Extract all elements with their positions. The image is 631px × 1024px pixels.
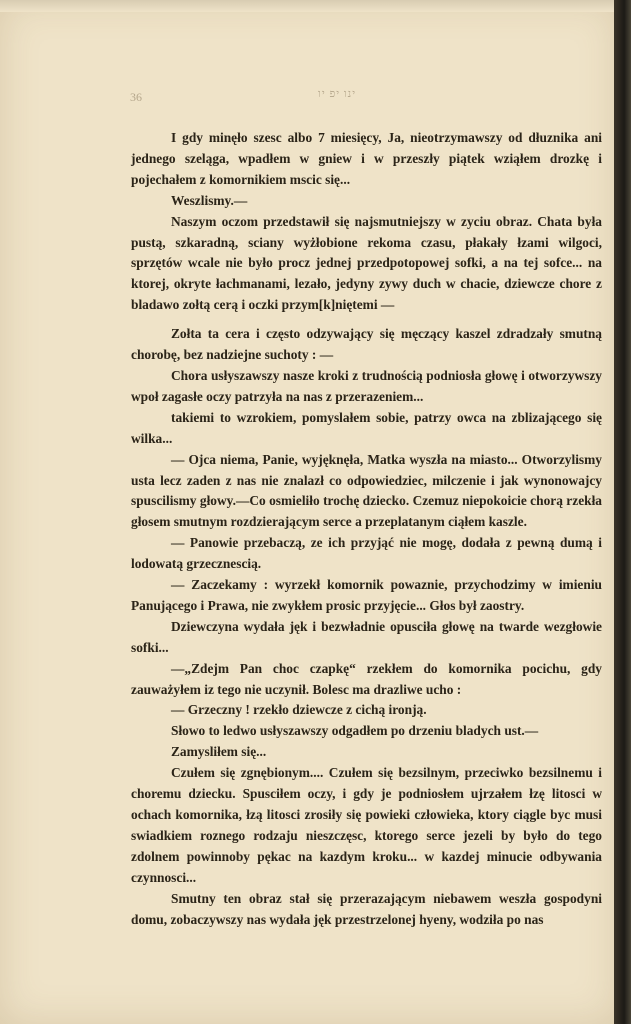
paragraph: Dziewczyna wydała jęk i bezwładnie opusciła głowę na twarde wezgłowie sofki... — [131, 618, 602, 655]
paragraph: Zamysliłem się... — [171, 744, 267, 760]
paragraph: Zołta ta cera i często odzywający się męczący kaszel zdradzały smutną chorobę, bez nadziejne suchoty : — — [131, 326, 602, 363]
paragraph: I gdy minęło szesc albo 7 miesięcy, Ja, nieotrzymawszy od dłuznika ani jednego szeląga, wpadłem w gniew i w przeszły piątek wziąłem drozkę i pojechałem z komornikiem mscic się... — [131, 130, 602, 187]
paragraph: —„Zdejm Pan choc czapkę“ rzekłem do komornika pocichu, gdy zauważyłem iz tego nie uczynił. Bolesc ma drazliwe ucho : — [131, 660, 602, 697]
page-top-shade — [0, 0, 631, 12]
paragraph: Smutny ten obraz stał się przerazającym niebawem weszła gospodyni domu, zobaczywszy nas wydała jęk przestrzelonej hyeny, wodziła po nas — [131, 890, 602, 927]
paragraph: Naszym oczom przedstawił się najsmutniejszy w zyciu obraz. Chata była pustą, szkaradną, sciany wyżłobione rekoma czasu, płakały łzami wilgoci, sprzętów wcale nie było procz jednej przedpotopowej sofki, a na tej sofce... na ktorej, okryte łachmanami, lezało, jedyny zywy duch w chacie, dziewcze chore z bladawo zołtą cerą i oczki przym[k]niętemi — — [131, 213, 602, 313]
paragraph: Słowo to ledwo usłyszawszy odgadłem po drzeniu bladych ust.— — [171, 723, 539, 739]
paragraph: Chora usłyszawszy nasze kroki z trudnością podniosła głowę i otworzywszy wpoł zagasłe oczy patrzyła na nas z przerazeniem... — [131, 367, 602, 404]
paragraph: Weszlismy.— — [171, 192, 248, 208]
body-text — [131, 128, 602, 930]
paragraph: — Zaczekamy : wyrzekł komornik powaznie, przychodzimy w imieniu Panującego i Prawa, nie zwykłem prosic przyjęcie... Głos był zaostry. — [131, 577, 602, 613]
paragraph: — Grzeczny ! rzekło dziewcze z cichą ironją. — [171, 702, 427, 718]
page-edge-shadow — [614, 0, 631, 1024]
paragraph: — Panowie przebaczą, ze ich przyjąć nie mogę, dodała z pewną dumą i lodowatą grzecznescią. — [131, 535, 602, 572]
paragraph: Czułem się zgnębionym.... Czułem się bezsilnym, przeciwko bezsilnemu i choremu dziecku. Spusciłem oczy, i gdy je podniosłem ujrzałem łzę litosci w ochach komornika, łzą litosci zrosiły się powieki człowieka, ktory ciągle byc musi swiadkiem roznego rodzaju nieszczęsc, ktorego serce jezeli by było do tego zdolnem powinnoby pękac na kazdym kroku... w kazdej minucie odbywania czynnosci... — [131, 765, 602, 885]
running-head: ינו יפ יו — [318, 88, 357, 100]
page-number: 36 — [130, 90, 142, 104]
paragraph: takiemi to wzrokiem, pomyslałem sobie, patrzy owca na zblizającego się wilka... — [131, 409, 602, 446]
paragraph: — Ojca niema, Panie, wyjęknęła, Matka wyszła na miasto... Otworzylismy usta lecz zaden z nas nie znalazł co odpowiedziec, milczenie i jak wynonowajcy spuscilismy głowy.—Co osmieliło trochę dziecko. Czemuz niepokoicie chorą rzekła głosem smutnym rozdzierającym serce a przeplatanym ciąłem kaszle. — [131, 451, 602, 530]
